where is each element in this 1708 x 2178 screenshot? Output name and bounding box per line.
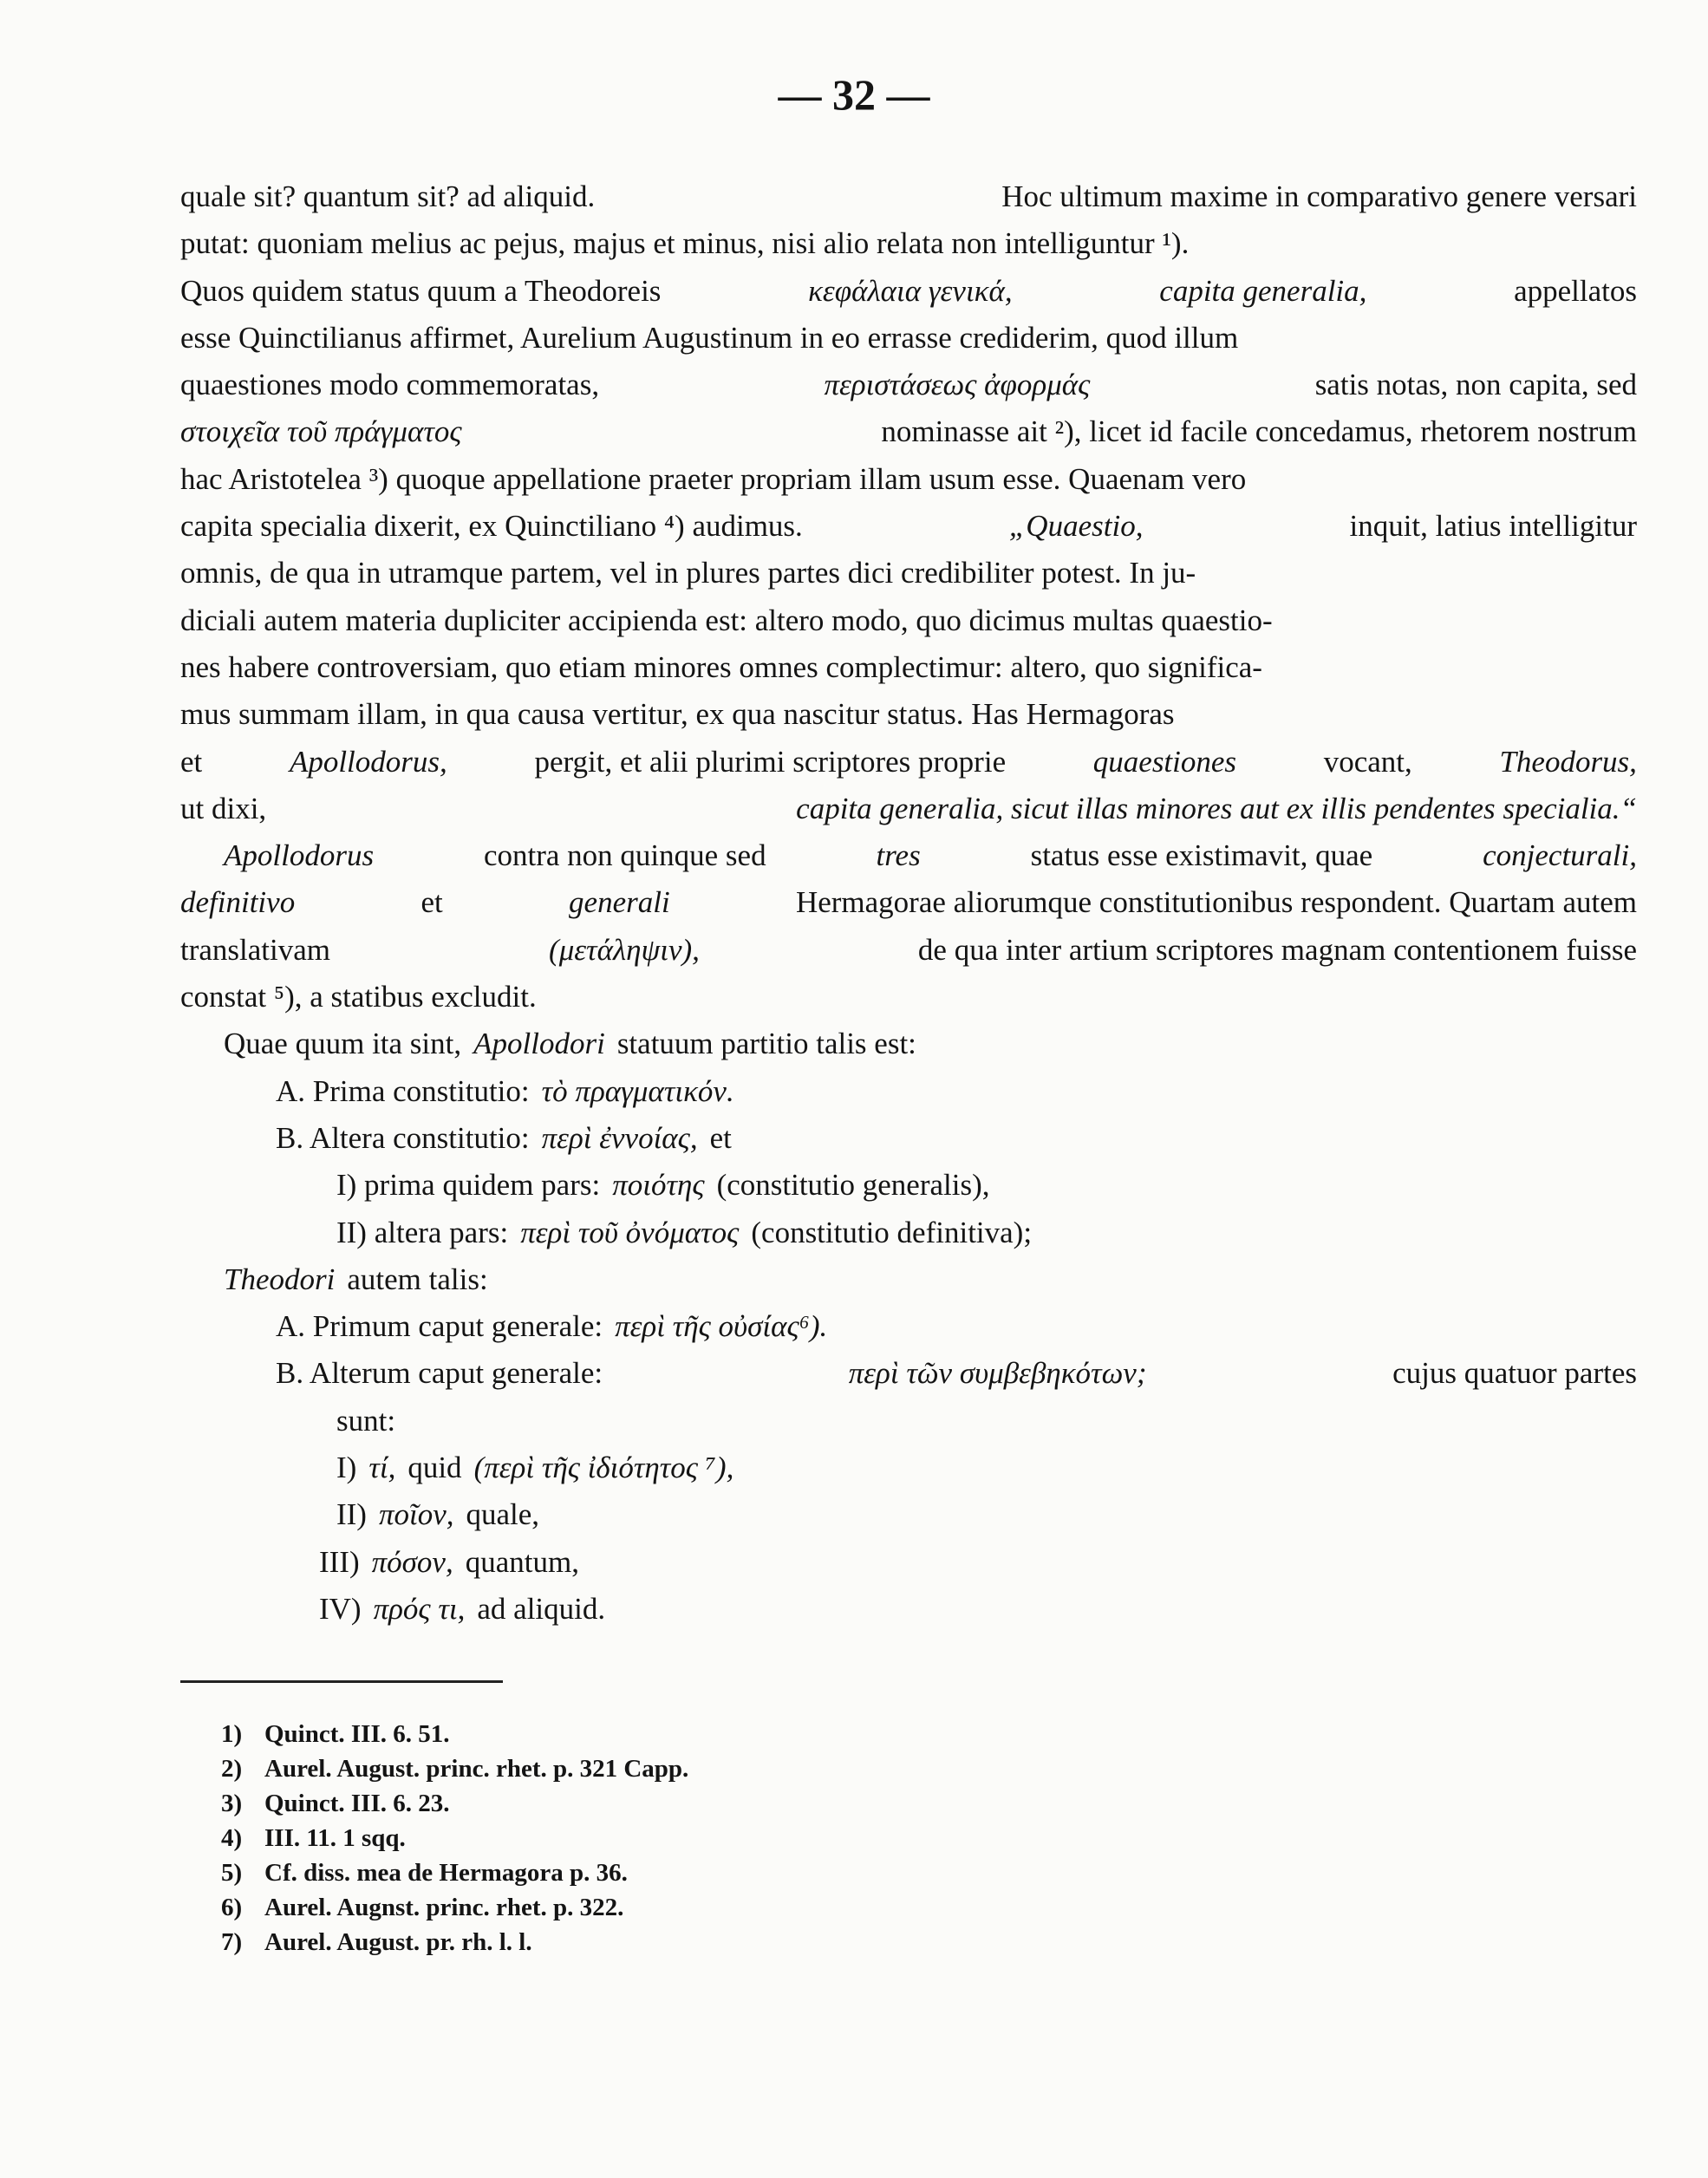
- footnote-text: Quinct. III. 6. 51.: [264, 1720, 450, 1748]
- text-line: [180, 456, 1637, 503]
- text-segment: nominasse ait ²), licet id facile concedamus, rhetorem nostrum: [881, 414, 1637, 449]
- text-segment: Hermagorae aliorumque constitutionibus respondent. Quartam autem: [795, 885, 1637, 920]
- text-line: [180, 315, 1637, 362]
- footnote-number: 1): [221, 1720, 243, 1748]
- paragraph-1: [180, 173, 1637, 832]
- text-segment: status esse existimavit, quae: [1030, 838, 1373, 873]
- text-line: [180, 879, 1637, 926]
- text-segment: ut dixi,: [180, 791, 267, 825]
- text-segment: capita generalia, sicut illas minores aut ex illis pendentes specialia.“: [796, 791, 1637, 825]
- footnote-number: 5): [221, 1859, 243, 1887]
- text-segment: mus summam illam, in qua causa vertitur, ex qua nascitur status. Has Hermagoras: [180, 697, 1175, 732]
- text-line: [180, 597, 1637, 644]
- apollodorus-b: B. Altera constitutio: περὶ ἐννοίας, et: [276, 1120, 732, 1155]
- text-segment: nes habere controversiam, quo etiam minores omnes complectimur: altero, quo significa-: [180, 649, 1262, 684]
- apollodorus-a: A. Prima constitutio: τὸ πραγματικόν.: [276, 1073, 734, 1108]
- theodorus-a: A. Primum caput generale: περὶ τῆς οὐσίας⁶).: [276, 1309, 828, 1344]
- text-segment: quaestiones: [1092, 744, 1237, 779]
- text-segment: Apollodorus: [224, 838, 375, 873]
- text-line: [180, 362, 1637, 408]
- text-segment: Quos quidem status quum a Theodoreis: [180, 273, 662, 308]
- footnote-number: 4): [221, 1824, 243, 1852]
- theodorus-b-sunt: sunt:: [336, 1403, 396, 1438]
- footnote-text: Cf. diss. mea de Hermagora p. 36.: [264, 1859, 628, 1887]
- text-segment: esse Quinctilianus affirmet, Aurelium Augustinum in eo errasse crediderim, quod illum: [180, 320, 1239, 355]
- text-line: [180, 644, 1637, 691]
- page-number: — 32 —: [778, 70, 930, 119]
- text-segment: appellatos: [1514, 273, 1637, 308]
- footnote-text: Aurel. August. princ. rhet. p. 321 Capp.: [264, 1755, 689, 1783]
- apollodorus-b-i: I) prima quidem pars: ποιότης (constitutio generalis),: [336, 1168, 990, 1203]
- text-segment: generali: [569, 885, 670, 920]
- text-segment: et: [180, 744, 203, 779]
- text-segment: pergit, et alii plurimi scriptores proprie: [534, 744, 1007, 779]
- text-segment: conjecturali,: [1483, 838, 1637, 873]
- text-segment: hac Aristotelea ³) quoque appellatione praeter propriam illam usum esse. Quaenam vero: [180, 461, 1247, 496]
- text-line: [180, 691, 1637, 738]
- paragraph-3: [180, 1021, 1637, 1633]
- footnote-text: Aurel. August. pr. rh. l. l.: [264, 1928, 532, 1956]
- text-line: [180, 408, 1637, 455]
- theodorus-b: B. Alterum caput generale: περὶ τῶν συμβεβηκότων; cujus quatuor partes: [276, 1356, 1637, 1391]
- text-segment: inquit, latius intelligitur: [1349, 509, 1637, 544]
- text-segment: omnis, de qua in utramque partem, vel in plures partes dici credibiliter potest. In ju-: [180, 556, 1196, 590]
- text-segment: contra non quinque sed: [483, 838, 766, 873]
- text-segment: putat: quoniam melius ac pejus, majus et minus, nisi alio relata non intelliguntur ¹).: [180, 226, 1190, 261]
- footnote-number: 7): [221, 1928, 243, 1956]
- footnote: [221, 1925, 688, 1960]
- footnote-number: 6): [221, 1894, 243, 1921]
- partition-intro: Quae quum ita sint, Apollodori statuum partitio talis est:: [224, 1027, 916, 1061]
- text-segment: diciali autem materia dupliciter accipienda est: altero modo, quo dicimus multas quaestio-: [180, 603, 1273, 637]
- text-segment: „Quaestio,: [1008, 509, 1144, 544]
- footnote: [221, 1855, 688, 1890]
- text-segment: κεφάλαια γενικά,: [808, 273, 1013, 308]
- text-segment: satis notas, non capita, sed: [1314, 368, 1637, 402]
- text-segment: tres: [876, 838, 921, 873]
- theodorus-part-2: II) ποῖον, quale,: [336, 1497, 540, 1532]
- apollodorus-b-ii: II) altera pars: περὶ τοῦ ὀνόματος (constitutio definitiva);: [336, 1215, 1033, 1249]
- text-segment: de qua inter artium scriptores magnam contentionem fuisse: [917, 932, 1637, 967]
- text-segment: Theodorus,: [1499, 744, 1637, 779]
- text-line: [180, 220, 1637, 267]
- footnote: [221, 1890, 688, 1925]
- footnote: [221, 1821, 688, 1855]
- text-segment: περιστάσεως ἀφορμάς: [824, 368, 1091, 402]
- text-line: [180, 974, 1637, 1021]
- theodorus-intro: Theodori autem talis:: [224, 1262, 488, 1296]
- theodorus-part-3: III) πόσον, quantum,: [319, 1544, 579, 1579]
- theodorus-part-1: I) τί, quid (περὶ τῆς ἰδιότητος ⁷),: [336, 1451, 734, 1485]
- text-segment: Hoc ultimum maxime in comparativo genere versari: [1001, 179, 1637, 213]
- text-line: [180, 268, 1637, 315]
- footnote-divider: [180, 1680, 503, 1683]
- text-line: [180, 927, 1637, 974]
- text-segment: capita specialia dixerit, ex Quinctiliano ⁴) audimus.: [180, 509, 803, 544]
- text-segment: quale sit? quantum sit? ad aliquid.: [180, 179, 596, 213]
- footnote-number: 2): [221, 1755, 243, 1783]
- paragraph-2: [180, 832, 1637, 1021]
- text-segment: et: [420, 885, 443, 920]
- main-text: [180, 173, 1637, 1633]
- text-segment: στοιχεῖα τοῦ πράγματος: [180, 414, 462, 449]
- text-line: [180, 786, 1637, 832]
- theodorus-part-4: IV) πρός τι, ad aliquid.: [319, 1591, 606, 1626]
- text-segment: quaestiones modo commemoratas,: [180, 368, 600, 402]
- text-segment: Apollodorus,: [289, 744, 447, 779]
- text-line: [180, 739, 1637, 786]
- text-segment: vocant,: [1323, 744, 1412, 779]
- footnote: [221, 1786, 688, 1821]
- text-segment: definitivo: [180, 885, 296, 920]
- text-segment: translativam: [180, 932, 331, 967]
- footnote-text: Quinct. III. 6. 23.: [264, 1790, 450, 1817]
- footnote-number: 3): [221, 1790, 243, 1817]
- footnotes: [221, 1717, 688, 1960]
- footnote-text: III. 11. 1 sqq.: [264, 1824, 406, 1852]
- footnote: [221, 1751, 688, 1786]
- footnote-text: Aurel. Augnst. princ. rhet. p. 322.: [264, 1894, 624, 1921]
- text-segment: constat ⁵), a statibus excludit.: [180, 980, 537, 1014]
- text-segment: capita generalia,: [1159, 273, 1367, 308]
- text-line: [180, 832, 1637, 879]
- text-line: [180, 550, 1637, 597]
- text-segment: (μετάληψιν),: [549, 932, 700, 967]
- text-line: [180, 503, 1637, 550]
- footnote: [221, 1717, 688, 1751]
- text-line: [180, 173, 1637, 220]
